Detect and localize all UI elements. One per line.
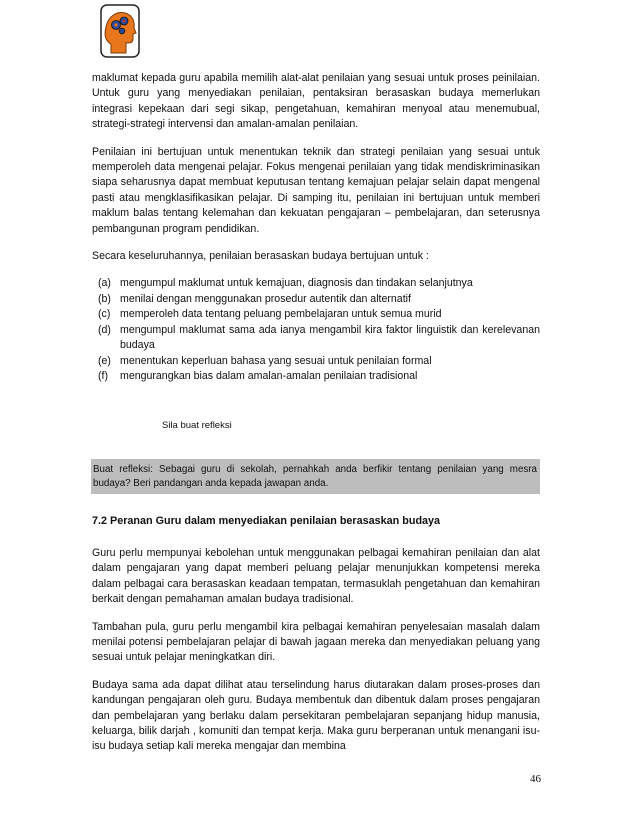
aims-list xyxy=(98,276,540,384)
reflection-label: Sila buat refleksi xyxy=(162,420,232,431)
list-item xyxy=(98,323,540,354)
paragraph: Secara keseluruhannya, penilaian berasaskan budaya bertujuan untuk : xyxy=(92,250,429,263)
list-item-text: memperoleh data tentang peluang pembelajaran untuk semua murid xyxy=(120,308,442,321)
list-item-text: mengurangkan bias dalam amalan-amalan penilaian tradisional xyxy=(120,369,418,382)
section-7-2 xyxy=(92,514,540,767)
reflection-box: Buat refleksi: Sebagai guru di sekolah, pernahkah anda berfikir tentang penilaian yang mesra budaya? Beri pandangan anda kepada jawapan anda. xyxy=(91,459,540,494)
paragraph: Penilaian ini bertujuan untuk menentukan teknik dan strategi penilaian yang sesuai untuk memperoleh data mengenai pelajar. Fokus mengenai penilaian yang tidak mendiskriminasikan siapa seharusnya dapat membuat keputusan tentang kemajuan pelajar selain dapat mengenal pasti atau mengklasifikasikan pelajar. Di samping itu, penilaian ini bertujuan untuk memberi maklum balas tentang kelemahan dan kekuatan pengajaran – pembelajaran, dan seterusnya pembangunan program pendidikan. xyxy=(92,145,540,235)
list-item xyxy=(98,354,540,369)
list-item xyxy=(98,369,540,384)
list-item-text: mengumpul maklumat sama ada ianya mengambil kira faktor linguistik dan kerelevanan budaya xyxy=(120,323,540,352)
list-item-text: menilai dengan menggunakan prosedur autentik dan alternatif xyxy=(120,292,411,305)
list-item xyxy=(98,292,540,307)
list-item-label: (b) xyxy=(98,292,111,305)
paragraph: Budaya sama ada dapat dilihat atau terselindung harus diutarakan dalam proses-proses dan kandungan pengajaran oleh guru. Budaya membentuk dan dibentuk dalam proses pengajaran dan pembelajaran yang berlaku dalam persekitaran pembelajaran sepanjang hidup manusia, keluarga, bilik darjah , komuniti dan tempat kerja. Maka guru berperanan untuk menangani isu-isu budaya setiap kali mereka mengajar dan membina xyxy=(92,678,540,753)
paragraph: Tambahan pula, guru perlu mengambil kira pelbagai kemahiran penyelesaian masalah dalam menilai potensi pembelajaran pelajar di bawah jagaan mereka dan menyediakan peluang yang sesuai untuk pelajar meningkatkan diri. xyxy=(92,620,540,664)
list-item-text: menentukan keperluan bahasa yang sesuai untuk penilaian formal xyxy=(120,354,432,367)
section-heading: 7.2 Peranan Guru dalam menyediakan penilaian berasaskan budaya xyxy=(92,515,441,527)
body-text xyxy=(92,71,540,384)
list-item-label: (d) xyxy=(98,323,111,336)
list-item xyxy=(98,307,540,322)
list-item-label: (a) xyxy=(98,277,111,290)
paragraph: Guru perlu mempunyai kebolehan untuk menggunakan pelbagai kemahiran penilaian dan alat dalam pengajaran yang dapat memberi peluang pelajar menunjukkan kompetensi mereka dalam pelbagai cara berasaskan keadaan tempatan, termasuklah pengetahuan dan kemahiran berkait dengan pemahaman amalan budaya tradisional. xyxy=(92,547,540,606)
list-item-label: (e) xyxy=(98,354,111,367)
page-number: 46 xyxy=(530,773,541,785)
list-item xyxy=(98,276,540,291)
list-item-text: mengumpul maklumat untuk kemajuan, diagnosis dan tindakan selanjutnya xyxy=(120,277,473,290)
paragraph: maklumat kepada guru apabila memilih alat-alat penilaian yang sesuai untuk proses peinilaian. Untuk guru yang menyediakan penilaian, pentaksiran berasaskan budaya memerlukan integrasi kepekaan dari segi sikap, pengetahuan, kemahiran menyoal atau menemubual, strategi-strategi intervensi dan amalan-amalan penilaian. xyxy=(92,72,540,131)
list-item-label: (f) xyxy=(98,369,108,382)
head-with-gears-icon xyxy=(100,4,140,58)
list-item-label: (c) xyxy=(98,308,111,321)
